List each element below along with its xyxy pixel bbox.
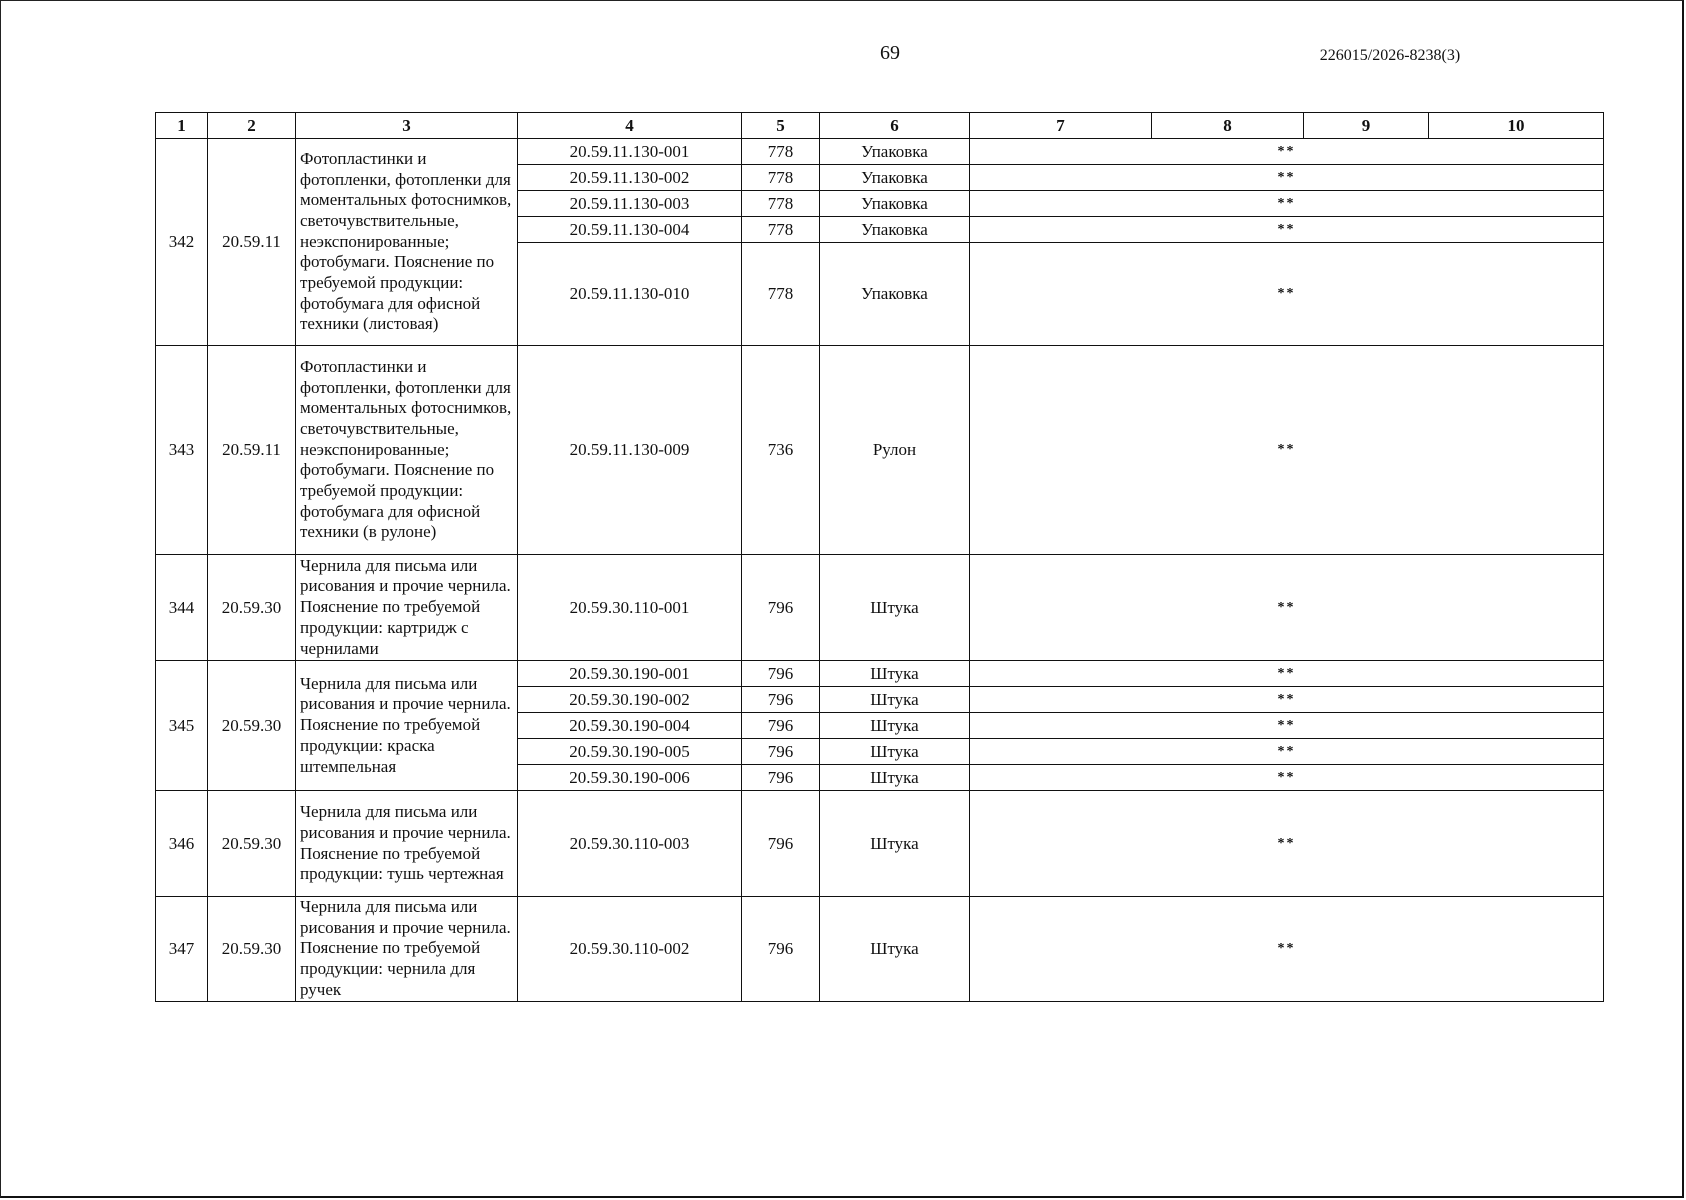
column-header: 9 [1304,113,1429,139]
okei-code: 796 [742,555,820,661]
unit-name: Штука [820,897,970,1002]
product-description: Чернила для письма или рисования и прочие чернила. Пояснение по требуемой продукции: картридж с чернилами [296,555,518,661]
price-value: ** [970,897,1604,1002]
product-description: Чернила для письма или рисования и прочие чернила. Пояснение по требуемой продукции: чернила для ручек [296,897,518,1002]
okei-code: 778 [742,217,820,243]
okpd-code: 20.59.30 [208,897,296,1002]
column-header: 1 [156,113,208,139]
okei-code: 778 [742,191,820,217]
ktru-code: 20.59.11.130-002 [518,165,742,191]
unit-name: Штука [820,713,970,739]
table-row [156,661,1604,687]
price-value: ** [970,346,1604,555]
ktru-code: 20.59.11.130-003 [518,191,742,217]
table-row [156,346,1604,555]
row-number: 342 [156,139,208,346]
ktru-code: 20.59.11.130-004 [518,217,742,243]
okei-code: 796 [742,687,820,713]
okei-code: 736 [742,346,820,555]
price-value: ** [970,191,1604,217]
row-number: 344 [156,555,208,661]
unit-name: Упаковка [820,139,970,165]
price-value: ** [970,139,1604,165]
okpd-code: 20.59.30 [208,555,296,661]
okei-code: 778 [742,165,820,191]
okei-code: 778 [742,139,820,165]
product-description: Чернила для письма или рисования и прочие чернила. Пояснение по требуемой продукции: тушь чертежная [296,791,518,897]
okpd-code: 20.59.30 [208,661,296,791]
table-row [156,791,1604,897]
ktru-code: 20.59.30.190-006 [518,765,742,791]
product-description: Чернила для письма или рисования и прочие чернила. Пояснение по требуемой продукции: краска штемпельная [296,661,518,791]
ktru-code: 20.59.11.130-001 [518,139,742,165]
unit-name: Штука [820,791,970,897]
unit-name: Упаковка [820,165,970,191]
unit-name: Штука [820,687,970,713]
unit-name: Штука [820,765,970,791]
catalog-table [155,112,1604,1002]
okpd-code: 20.59.11 [208,139,296,346]
unit-name: Штука [820,739,970,765]
column-header: 4 [518,113,742,139]
column-header: 2 [208,113,296,139]
okei-code: 796 [742,739,820,765]
price-value: ** [970,165,1604,191]
price-value: ** [970,791,1604,897]
price-value: ** [970,555,1604,661]
table-row [156,139,1604,165]
okei-code: 778 [742,243,820,346]
price-value: ** [970,739,1604,765]
column-header: 10 [1429,113,1604,139]
row-number: 346 [156,791,208,897]
ktru-code: 20.59.11.130-009 [518,346,742,555]
okei-code: 796 [742,765,820,791]
ktru-code: 20.59.30.110-002 [518,897,742,1002]
page-number: 69 [880,42,900,64]
ktru-code: 20.59.30.190-002 [518,687,742,713]
ktru-code: 20.59.30.190-005 [518,739,742,765]
okpd-code: 20.59.30 [208,791,296,897]
unit-name: Упаковка [820,191,970,217]
okpd-code: 20.59.11 [208,346,296,555]
unit-name: Штука [820,555,970,661]
column-header: 5 [742,113,820,139]
ktru-code: 20.59.11.130-010 [518,243,742,346]
table-row [156,555,1604,661]
price-value: ** [970,765,1604,791]
price-value: ** [970,687,1604,713]
row-number: 343 [156,346,208,555]
document-id: 226015/2026-8238(3) [1319,47,1461,64]
product-description: Фотопластинки и фотопленки, фотопленки для моментальных фотоснимков, светочувствительные, неэкспонированные; фотобумаги. Пояснение по требуемой продукции: фотобумага для офисной техники (листовая) [296,139,518,346]
unit-name: Упаковка [820,217,970,243]
okei-code: 796 [742,713,820,739]
header-row [156,113,1604,139]
column-header: 3 [296,113,518,139]
column-header: 8 [1152,113,1304,139]
unit-name: Штука [820,661,970,687]
okei-code: 796 [742,791,820,897]
ktru-code: 20.59.30.110-001 [518,555,742,661]
unit-name: Рулон [820,346,970,555]
unit-name: Упаковка [820,243,970,346]
ktru-code: 20.59.30.190-004 [518,713,742,739]
product-description: Фотопластинки и фотопленки, фотопленки для моментальных фотоснимков, светочувствительные, неэкспонированные; фотобумаги. Пояснение по требуемой продукции: фотобумага для офисной техники (в рулоне) [296,346,518,555]
ktru-code: 20.59.30.190-001 [518,661,742,687]
price-value: ** [970,217,1604,243]
table-row [156,897,1604,1002]
price-value: ** [970,661,1604,687]
row-number: 347 [156,897,208,1002]
okei-code: 796 [742,897,820,1002]
ktru-code: 20.59.30.110-003 [518,791,742,897]
price-value: ** [970,243,1604,346]
price-value: ** [970,713,1604,739]
row-number: 345 [156,661,208,791]
column-header: 6 [820,113,970,139]
column-header: 7 [970,113,1152,139]
okei-code: 796 [742,661,820,687]
